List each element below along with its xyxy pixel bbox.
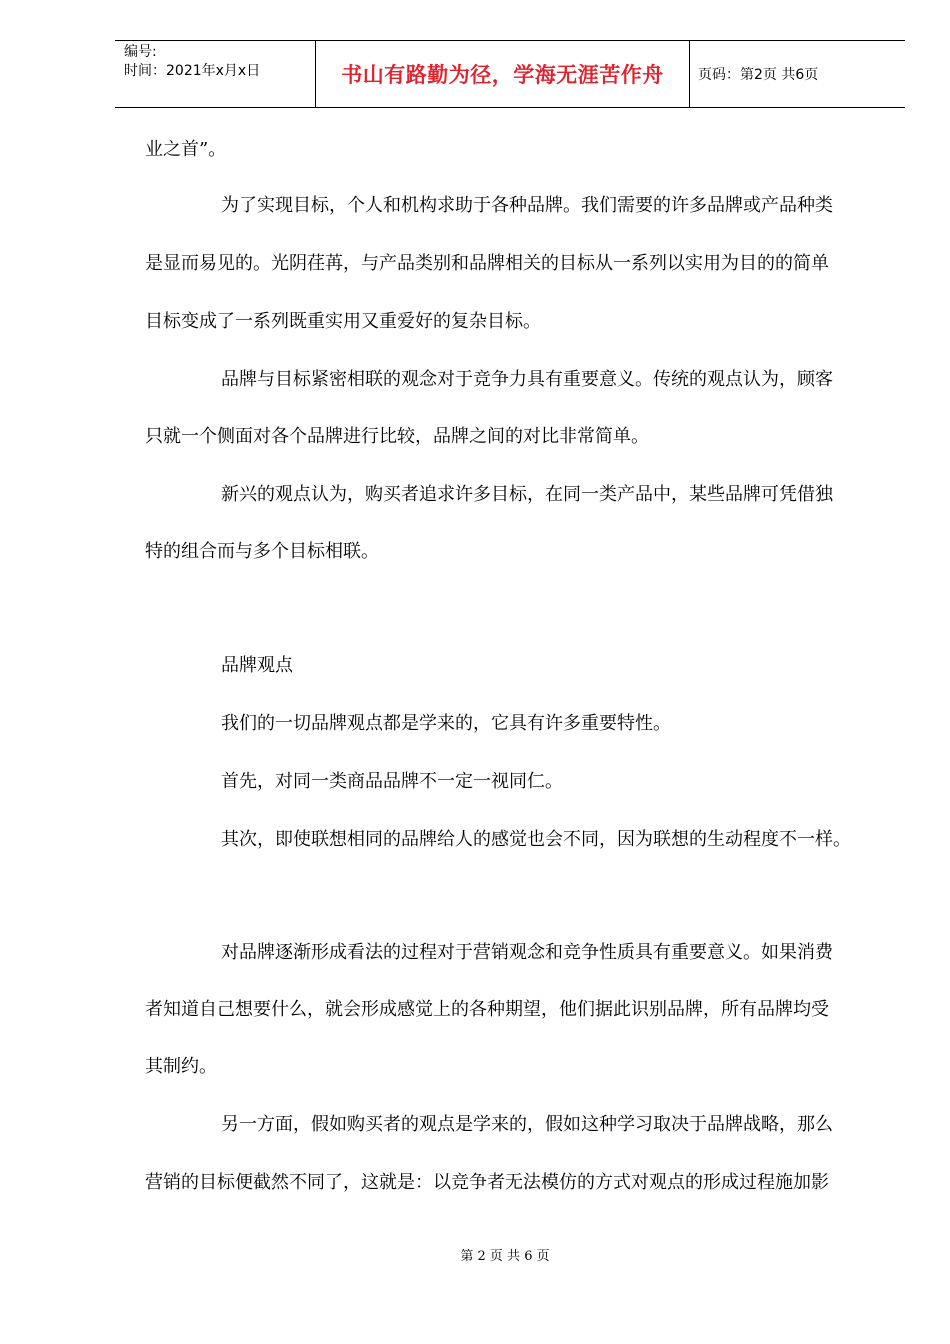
header-page-code-cell xyxy=(690,41,905,107)
page-header xyxy=(115,40,905,108)
body-line: 业之首”。 xyxy=(145,139,227,160)
body-line: 其次，即使联想相同的品牌给人的感觉也会不同，因为联想的生动程度不一样。 xyxy=(221,829,851,850)
document-number-label: 编号: xyxy=(124,44,157,60)
header-meta-cell xyxy=(115,41,316,107)
body-line: 首先，对同一类商品品牌不一定一视同仁。 xyxy=(221,771,563,792)
body-line: 其制约。 xyxy=(145,1056,217,1077)
header-motto-cell xyxy=(316,41,690,107)
body-line: 另一方面，假如购买者的观点是学来的，假如这种学习取决于品牌战略，那么 xyxy=(221,1114,833,1135)
section-heading: 品牌观点 xyxy=(221,655,293,676)
body-line: 我们的一切品牌观点都是学来的，它具有许多重要特性。 xyxy=(221,713,671,734)
body-line: 对品牌逐渐形成看法的过程对于营销观念和竞争性质具有重要意义。如果消费 xyxy=(221,942,833,963)
body-line: 品牌与目标紧密相联的观念对于竞争力具有重要意义。传统的观点认为，顾客 xyxy=(221,369,833,390)
document-time-label: 时间：2021年x月x日 xyxy=(124,63,261,79)
page-footer: 第 2 页 共 6 页 xyxy=(460,1249,550,1264)
body-line: 目标变成了一系列既重实用又重爱好的复杂目标。 xyxy=(145,311,541,332)
body-line: 是显而易见的。光阴荏苒，与产品类别和品牌相关的目标从一系列以实用为目的的简单 xyxy=(145,253,829,274)
header-motto: 书山有路勤为径，学海无涯苦作舟 xyxy=(341,63,664,87)
body-line: 者知道自己想要什么，就会形成感觉上的各种期望，他们据此识别品牌，所有品牌均受 xyxy=(145,999,829,1020)
body-line: 为了实现目标，个人和机构求助于各种品牌。我们需要的许多品牌或产品种类 xyxy=(221,195,833,216)
header-page-code: 页码：第2页 共6页 xyxy=(698,67,819,83)
body-line: 特的组合而与多个目标相联。 xyxy=(145,541,379,562)
body-line: 只就一个侧面对各个品牌进行比较，品牌之间的对比非常简单。 xyxy=(145,426,649,447)
body-line: 营销的目标便截然不同了，这就是：以竞争者无法模仿的方式对观点的形成过程施加影 xyxy=(145,1172,829,1193)
body-line: 新兴的观点认为，购买者追求许多目标，在同一类产品中，某些品牌可凭借独 xyxy=(221,484,833,505)
